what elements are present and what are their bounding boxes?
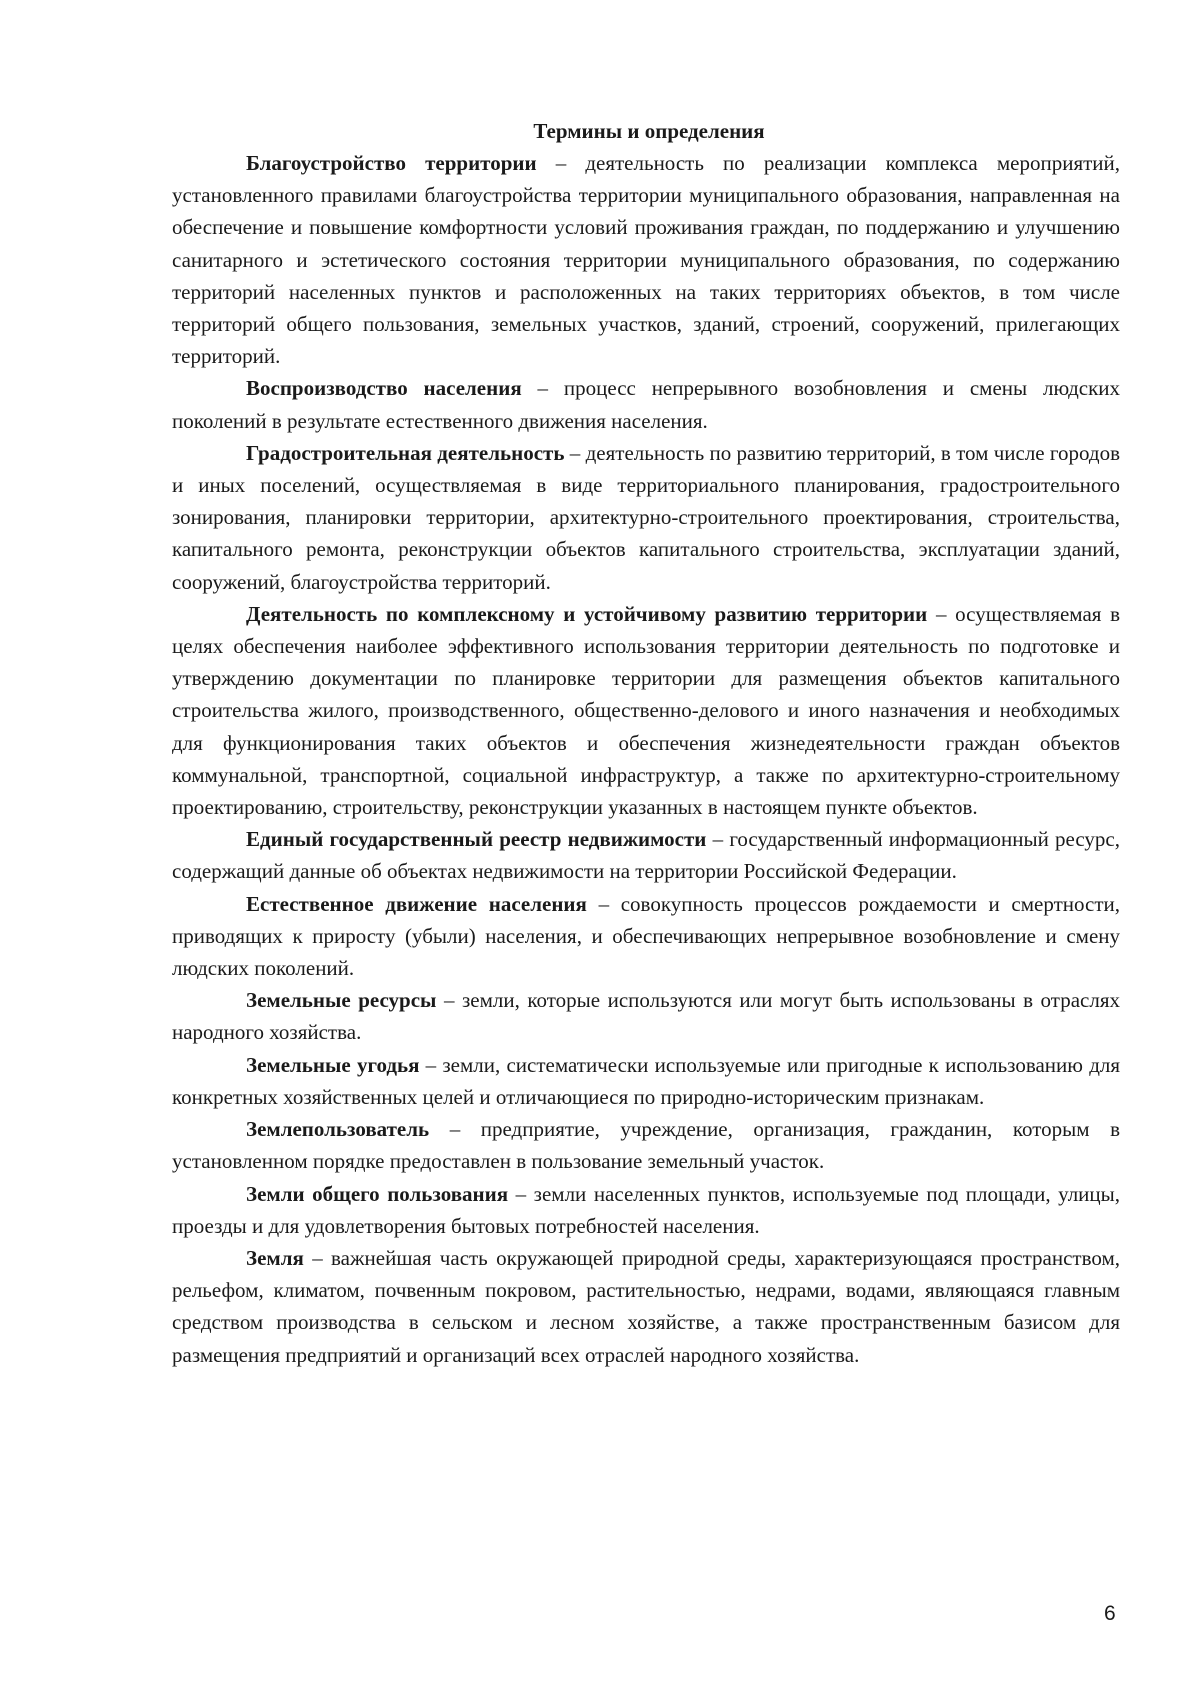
term-paragraph [172,372,1120,436]
term-name: Земля [246,1245,304,1270]
term-definition: деятельность по развитию территорий, в том числе городов и иных поселений, осуществляемая в виде территориального планирования, градостроительного зонирования, планировки территории, архитектурно-строительного проектирования, строительства, капитального ремонта, реконструкции объектов капитального строительства, эксплуатации зданий, сооружений, благоустройства территорий. [172,440,1121,594]
term-paragraph [172,888,1120,985]
term-paragraph [172,1113,1120,1177]
term-paragraph [172,1178,1120,1242]
term-name: Градостроительная деятельность [246,440,565,465]
term-paragraph [172,598,1120,823]
page-number: 6 [1104,1602,1116,1625]
term-dash: – [312,1245,323,1270]
term-dash: – [569,440,581,465]
term-paragraph [172,984,1120,1048]
term-dash: – [443,988,455,1013]
page-title: Термины и определения [533,119,765,143]
term-name: Благоустройство территории [246,151,537,175]
term-definition: важнейшая часть окружающей природной среды, характеризующаяся пространством, рельефом, климатом, почвенным покровом, растительностью, недрами, водами, являющаяся главным средством производства в сельском и лесном хозяйстве, а также пространственным базисом для размещения предприятий и организаций всех отраслей народного хозяйства. [172,1245,1120,1367]
term-definition: деятельность по реализации комплекса мероприятий, установленного правилами благоустройства территории муниципального образования, направленная на обеспечение и повышение комфортности условий проживания граждан, по поддержанию и улучшению санитарного и эстетического состояния территории муниципального образования, по содержанию территорий населенных пунктов и расположенных на таких территориях объектов, в том числе территорий общего пользования, земельных участков, зданий, строений, сооружений, прилегающих территорий. [172,151,1121,369]
term-name: Земельные ресурсы [246,988,437,1013]
term-definition: государственный информационный ресурс, содержащий данные об объектах недвижимости на территории Российской Федерации. [172,827,1120,884]
term-definition: осуществляемая в целях обеспечения наиболее эффективного использования территории деятельность по подготовке и утверждению документации по планировке территории для размещения объектов капитального строительства жилого, производственного, общественно-делового и иного назначения и необходимых для функционирования таких объектов и обеспечения жизнедеятельности граждан объектов коммунальной, транспортной, социальной инфраструктур, а также по архитектурно-строительному проектированию, строительству, реконструкции указанных в настоящем пункте объектов. [172,601,1121,820]
term-name: Деятельность по комплексному и устойчивому развитию территории [246,601,928,626]
term-definition: предприятие, учреждение, организация, гражданин, которым в установленном порядке предоставлен в пользование земельный участок. [172,1117,1121,1174]
terms-list [172,147,1120,1371]
term-name: Землепользователь [246,1117,430,1142]
term-dash: – [935,601,947,626]
term-name: Единый государственный реестр недвижимости [246,827,707,852]
term-definition: совокупность процессов рождаемости и смертности, приводящих к приросту (убыли) населения, и обеспечивающих непрерывное возобновление и смену людских поколений. [172,891,1121,981]
term-dash: – [449,1117,461,1142]
term-paragraph [172,437,1120,598]
term-name: Земли общего пользования [246,1181,509,1206]
term-dash: – [425,1052,437,1077]
term-paragraph [172,1049,1120,1113]
term-definition: процесс непрерывного возобновления и смены людских поколений в результате естественного движения населения. [172,376,1121,433]
term-dash: – [537,376,549,401]
term-dash: – [598,891,610,916]
term-definition: земли, систематически используемые или пригодные к использованию для конкретных хозяйственных целей и отличающиеся по природно-историческим признакам. [172,1052,1121,1109]
term-definition: земли населенных пунктов, используемые под площади, улицы, проезды и для удовлетворения бытовых потребностей населения. [172,1181,1121,1238]
term-paragraph [172,1242,1120,1371]
document-page [172,115,1120,1371]
term-dash: – [515,1181,527,1206]
term-name: Земельные угодья [246,1052,420,1077]
term-definition: земли, которые используются или могут быть использованы в отраслях народного хозяйства. [172,988,1120,1045]
term-dash: – [555,151,567,175]
term-name: Воспроизводство населения [246,376,522,401]
term-paragraph [172,823,1120,887]
term-paragraph [172,147,1120,372]
term-dash: – [712,827,724,852]
term-name: Естественное движение населения [246,891,587,916]
